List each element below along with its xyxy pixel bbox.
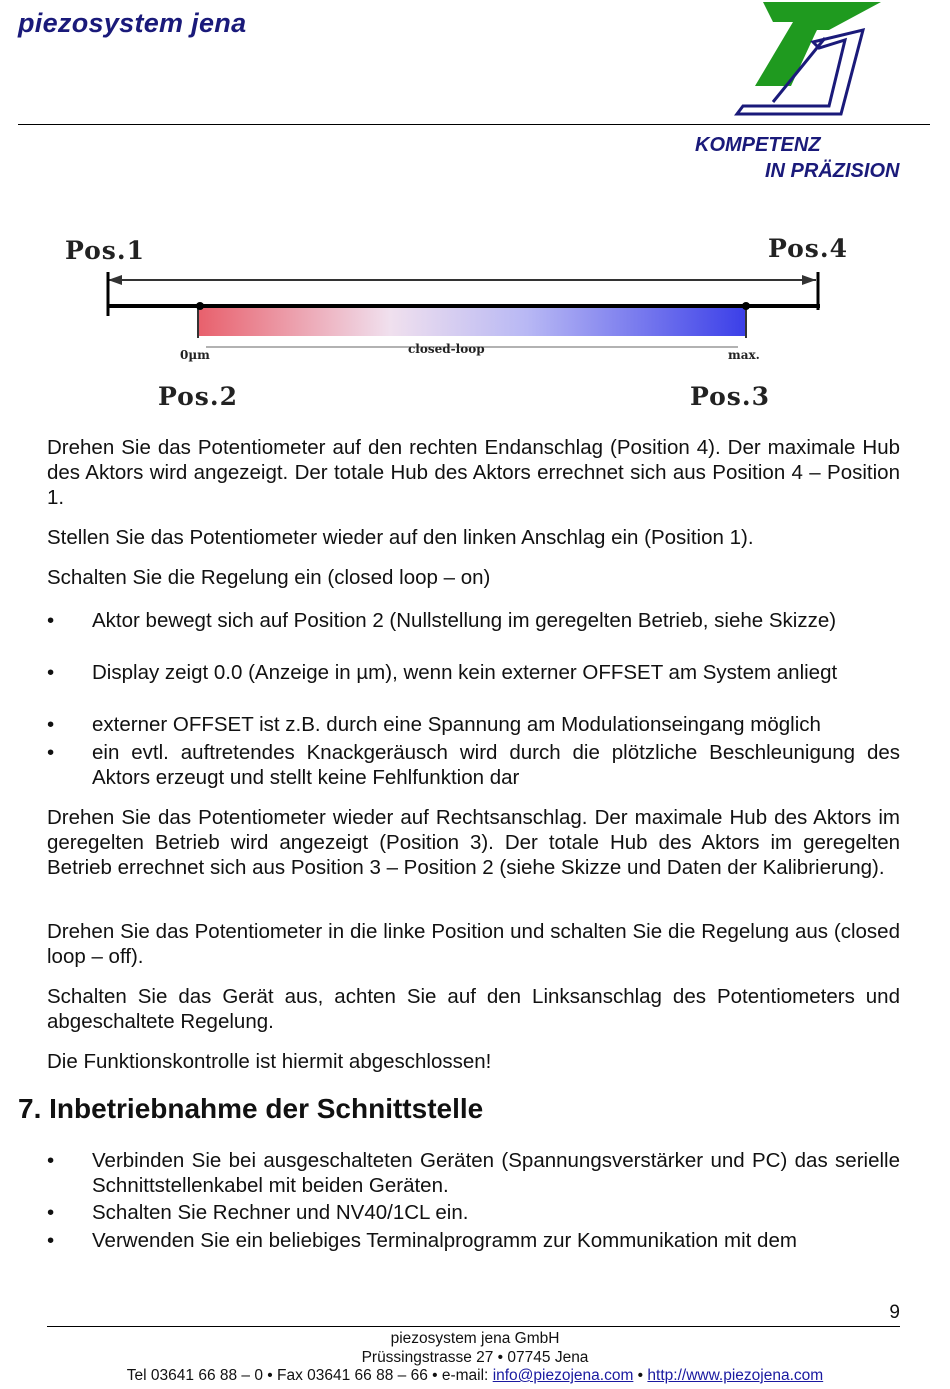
slogan-line-1: KOMPETENZ: [695, 134, 821, 156]
page-number: 9: [889, 1302, 900, 1323]
bullet-list-1b: [47, 660, 900, 685]
closed-loop-label: closed-loop: [408, 342, 485, 356]
bullet-list-2a: [47, 1148, 900, 1198]
bullet-icon: •: [47, 1149, 55, 1172]
header-divider: [18, 124, 930, 125]
list-item: [47, 1148, 900, 1198]
footer-contact-text: Tel 03641 66 88 – 0 • Fax 03641 66 88 – 66 • e-mail:: [126, 1367, 493, 1384]
list-item-text: ein evtl. auftretendes Knackgeräusch wird durch die plötzliche Beschleunigung des Aktors erzeugt und stellt keine Fehlfunktion dar: [92, 741, 900, 789]
bullet-icon: •: [47, 1229, 55, 1252]
list-item: [47, 1200, 900, 1225]
paragraph-4: Drehen Sie das Potentiometer wieder auf Rechtsanschlag. Der maximale Hub des Aktors im geregelten Betrieb wird angezeigt (Position 3). Der totale Hub des Aktors im geregelten Betrieb errechnet sich aus Position 3 – Position 2 (siehe Skizze und Daten der Kalibrierung).: [47, 806, 900, 879]
email-link[interactable]: info@piezojena.com: [492, 1367, 634, 1384]
list-item: [47, 608, 900, 633]
pos-3-label: Pos.3: [690, 382, 770, 411]
footer-divider: [47, 1326, 900, 1327]
bullet-list-2c: [47, 1228, 900, 1253]
list-item: [47, 660, 900, 685]
list-item-text: Schalten Sie Rechner und NV40/1CL ein.: [92, 1201, 469, 1224]
zero-label: 0µm: [180, 348, 210, 362]
footer-separator: •: [633, 1367, 648, 1384]
paragraph-3: Schalten Sie die Regelung ein (closed loop – on): [47, 566, 491, 589]
list-item: [47, 712, 900, 737]
pos-2-label: Pos.2: [158, 382, 238, 411]
company-logo: [733, 2, 885, 118]
bullet-list-2b: [47, 1200, 900, 1225]
footer-contact: [0, 1367, 950, 1385]
bullet-icon: •: [47, 661, 55, 684]
slogan-line-2: IN PRÄZISION: [765, 160, 900, 182]
paragraph-2: Stellen Sie das Potentiometer wieder auf den linken Anschlag ein (Position 1).: [47, 526, 754, 549]
stroke-diagram: [60, 230, 890, 420]
footer-address: Prüssingstrasse 27 • 07745 Jena: [361, 1349, 589, 1366]
paragraph-6: Schalten Sie das Gerät aus, achten Sie auf den Linksanschlag des Potentiometers und abgeschaltete Regelung.: [47, 985, 900, 1033]
paragraph-1: Drehen Sie das Potentiometer auf den rechten Endanschlag (Position 4). Der maximale Hub des Aktors wird angezeigt. Der totale Hub des Aktors errechnet sich aus Position 4 – Position 1.: [47, 436, 900, 509]
bullet-list-1c: [47, 712, 900, 737]
list-item-text: Verbinden Sie bei ausgeschalteten Geräten (Spannungsverstärker und PC) das serielle Schnittstellenkabel mit beiden Geräten.: [92, 1149, 900, 1197]
bullet-list-1d: [47, 740, 900, 790]
list-item-text: Verwenden Sie ein beliebiges Terminalprogramm zur Kommunikation mit dem: [92, 1229, 797, 1252]
website-link[interactable]: http://www.piezojena.com: [647, 1367, 824, 1384]
paragraph-5: Drehen Sie das Potentiometer in die linke Position und schalten Sie die Regelung aus (closed loop – off).: [47, 920, 900, 968]
list-item: [47, 1228, 900, 1253]
pos-1-label: Pos.1: [65, 236, 145, 265]
max-label: max.: [728, 348, 760, 362]
paragraph-7: Die Funktionskontrolle ist hiermit abgeschlossen!: [47, 1050, 492, 1073]
list-item-text: Display zeigt 0.0 (Anzeige in µm), wenn kein externer OFFSET am System anliegt: [92, 661, 838, 684]
logo-green-shape: [755, 2, 881, 86]
list-item-text: Aktor bewegt sich auf Position 2 (Nullstellung im geregelten Betrieb, siehe Skizze): [92, 609, 837, 632]
bullet-icon: •: [47, 741, 55, 764]
brand-name: piezosystem jena: [18, 8, 247, 38]
footer-company: piezosystem jena GmbH: [390, 1330, 560, 1347]
closed-loop-bar: [198, 308, 746, 336]
bullet-icon: •: [47, 609, 55, 632]
section-heading: 7. Inbetriebnahme der Schnittstelle: [18, 1093, 484, 1124]
list-item-text: externer OFFSET ist z.B. durch eine Spannung am Modulationseingang möglich: [92, 713, 821, 736]
pos-4-label: Pos.4: [768, 234, 848, 263]
list-item: [47, 740, 900, 790]
bullet-icon: •: [47, 1201, 55, 1224]
bullet-icon: •: [47, 713, 55, 736]
